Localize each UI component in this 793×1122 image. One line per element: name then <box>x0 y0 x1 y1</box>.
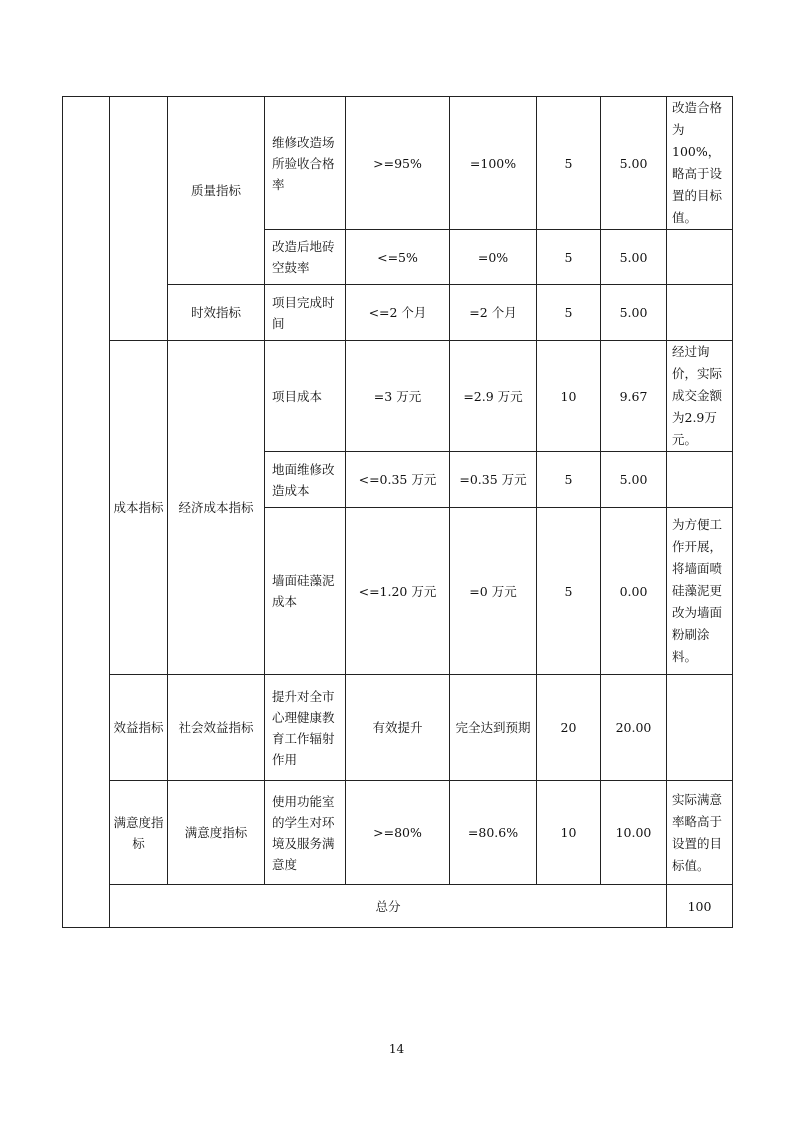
score-cell: 0.00 <box>601 508 667 675</box>
score-cell: 5.00 <box>601 285 667 341</box>
note-cell <box>667 675 733 781</box>
weight-cell: 10 <box>537 781 601 885</box>
weight-cell: 5 <box>537 508 601 675</box>
score-cell: 20.00 <box>601 675 667 781</box>
actual-cell: =0.35 万元 <box>450 452 537 508</box>
note-cell: 实际满意率略高于设置的目标值。 <box>667 781 733 885</box>
actual-cell: 完全达到预期 <box>450 675 537 781</box>
actual-cell: =0 万元 <box>450 508 537 675</box>
target-cell: >=95% <box>346 97 450 230</box>
actual-cell: =2.9 万元 <box>450 341 537 452</box>
actual-cell: =2 个月 <box>450 285 537 341</box>
note-cell <box>667 452 733 508</box>
score-cell: 5.00 <box>601 452 667 508</box>
score-cell: 9.67 <box>601 341 667 452</box>
indicator-cell: 地面维修改造成本 <box>265 452 346 508</box>
score-cell: 5.00 <box>601 230 667 285</box>
weight-cell: 5 <box>537 97 601 230</box>
target-cell: <=1.20 万元 <box>346 508 450 675</box>
table-row <box>63 675 733 781</box>
indicator-cell: 使用功能室的学生对环境及服务满意度 <box>265 781 346 885</box>
category-cell-blank <box>63 97 110 928</box>
total-row <box>63 885 733 928</box>
actual-cell: =0% <box>450 230 537 285</box>
level1-cell: 成本指标 <box>110 341 168 675</box>
level1-cell: 满意度指标 <box>110 781 168 885</box>
indicator-cell: 维修改造场所验收合格率 <box>265 97 346 230</box>
weight-cell: 10 <box>537 341 601 452</box>
page-number: 14 <box>388 1042 405 1056</box>
note-cell: 经过询价，实际成交金额为2.9万元。 <box>667 341 733 452</box>
indicator-cell: 项目完成时间 <box>265 285 346 341</box>
weight-cell: 5 <box>537 285 601 341</box>
level2-cell: 经济成本指标 <box>168 341 265 675</box>
actual-cell: =100% <box>450 97 537 230</box>
note-cell: 改造合格为100%，略高于设置的目标值。 <box>667 97 733 230</box>
weight-cell: 5 <box>537 230 601 285</box>
level1-cell: 效益指标 <box>110 675 168 781</box>
total-weight: 100 <box>667 885 733 928</box>
level2-cell: 满意度指标 <box>168 781 265 885</box>
table-row <box>63 781 733 885</box>
score-cell: 5.00 <box>601 97 667 230</box>
indicator-cell: 提升对全市心理健康教育工作辐射作用 <box>265 675 346 781</box>
performance-table <box>62 96 733 928</box>
actual-cell: =80.6% <box>450 781 537 885</box>
weight-cell: 5 <box>537 452 601 508</box>
target-cell: 有效提升 <box>346 675 450 781</box>
table-row <box>63 97 733 230</box>
level1-cell-blank <box>110 97 168 341</box>
note-cell <box>667 230 733 285</box>
indicator-cell: 项目成本 <box>265 341 346 452</box>
level2-cell: 社会效益指标 <box>168 675 265 781</box>
score-cell: 10.00 <box>601 781 667 885</box>
table-row <box>63 341 733 452</box>
note-cell <box>667 285 733 341</box>
note-cell: 为方便工作开展，将墙面喷硅藻泥更改为墙面粉刷涂料。 <box>667 508 733 675</box>
weight-cell: 20 <box>537 675 601 781</box>
target-cell: =3 万元 <box>346 341 450 452</box>
total-label: 总分 <box>110 885 667 928</box>
level2-cell: 时效指标 <box>168 285 265 341</box>
target-cell: <=2 个月 <box>346 285 450 341</box>
target-cell: <=5% <box>346 230 450 285</box>
target-cell: >=80% <box>346 781 450 885</box>
target-cell: <=0.35 万元 <box>346 452 450 508</box>
indicator-cell: 改造后地砖空鼓率 <box>265 230 346 285</box>
indicator-cell: 墙面硅藻泥成本 <box>265 508 346 675</box>
level2-cell: 质量指标 <box>168 97 265 285</box>
